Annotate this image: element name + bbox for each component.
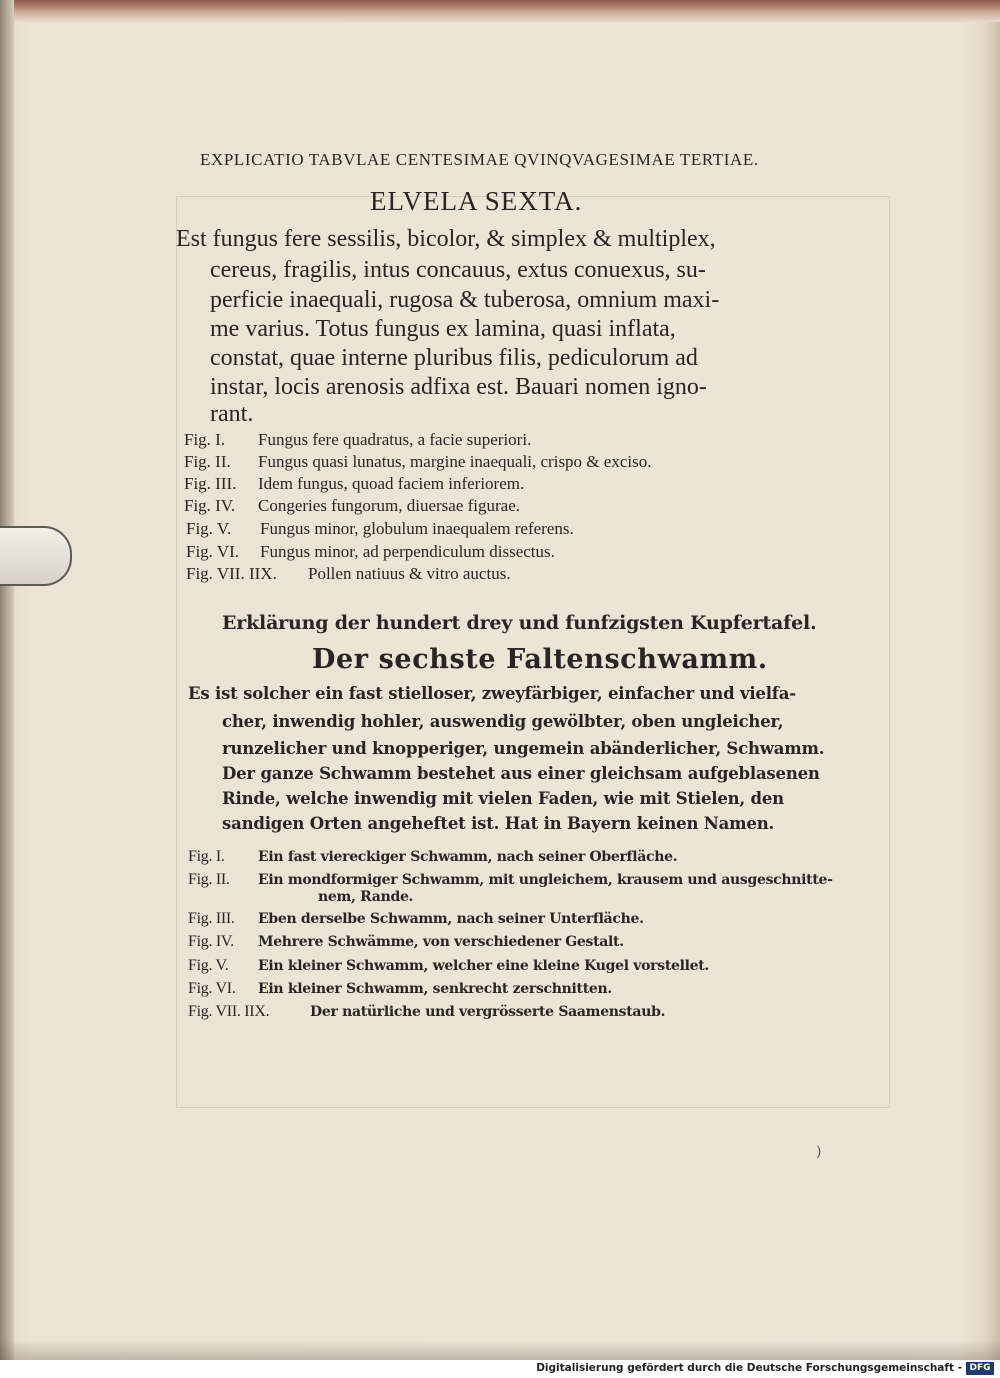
figure-label: Fig. IV.: [188, 933, 234, 950]
german-figure-caption: [188, 980, 612, 998]
latin-figure-caption: [184, 474, 524, 494]
latin-body-line: me varius. Totus fungus ex lamina, quasi inflata,: [210, 316, 676, 342]
latin-body-line: instar, locis arenosis adfixa est. Bauari nomen igno-: [210, 374, 707, 400]
german-figure-caption: [188, 957, 709, 975]
latin-figure-caption: [186, 519, 574, 539]
dfg-logo: DFG: [966, 1362, 994, 1375]
german-title: Der sechste Faltenschwamm.: [312, 644, 768, 675]
german-figure-caption: [188, 1003, 665, 1021]
latin-figure-caption: [184, 496, 520, 516]
figure-text: Pollen natiuus & vitro auctus.: [308, 564, 511, 583]
german-figure-caption: [188, 871, 833, 889]
german-figure-caption: [188, 848, 677, 866]
figure-label: Fig. VII. IIX.: [186, 564, 277, 583]
figure-text: Fungus quasi lunatus, margine inaequali, crispo & exciso.: [258, 452, 652, 471]
latin-figure-caption: [184, 430, 531, 450]
german-heading: Erklärung der hundert drey und funfzigsten Kupfertafel.: [222, 612, 817, 634]
figure-text: nem, Rande.: [318, 889, 414, 905]
latin-figure-caption: [186, 564, 511, 584]
german-body-line: Es ist solcher ein fast stielloser, zweyfärbiger, einfacher und vielfa-: [188, 684, 796, 703]
figure-text: Ein mondformiger Schwamm, mit ungleichem, krausem und ausgeschnitte-: [258, 872, 833, 888]
latin-figure-caption: [186, 542, 555, 562]
figure-text: Fungus minor, globulum inaequalem referens.: [260, 519, 574, 538]
german-figure-caption: [188, 910, 644, 928]
figure-text: Ein fast viereckiger Schwamm, nach seiner Oberfläche.: [258, 849, 678, 865]
german-figure-caption: [188, 889, 413, 905]
german-body-line: Rinde, welche inwendig mit vielen Faden, wie mit Stielen, den: [222, 789, 784, 808]
figure-label: Fig. I.: [184, 430, 226, 449]
figure-text: Fungus fere quadratus, a facie superiori.: [258, 430, 532, 449]
german-figure-caption: [188, 933, 624, 951]
binding-edge: [0, 0, 14, 1360]
page-top-edge: [0, 0, 1000, 22]
margin-mark: ): [816, 1144, 822, 1160]
figure-text: Ein kleiner Schwamm, welcher eine kleine Kugel vorstellet.: [258, 958, 709, 974]
figure-label: Fig. III.: [188, 910, 235, 927]
figure-text: Der natürliche und vergrösserte Saamenstaub.: [310, 1004, 666, 1020]
figure-label: Fig. V.: [188, 957, 229, 974]
german-body-line: runzelicher und knopperiger, ungemein abänderlicher, Schwamm.: [222, 739, 825, 758]
figure-label: Fig. VI.: [186, 542, 240, 561]
latin-body-line: perficie inaequali, rugosa & tuberosa, omnium maxi-: [210, 287, 720, 313]
figure-label: Fig. VI.: [188, 980, 236, 997]
german-body-line: Der ganze Schwamm bestehet aus einer gleichsam aufgeblasenen: [222, 764, 820, 783]
figure-text: Mehrere Schwämme, von verschiedener Gestalt.: [258, 934, 624, 950]
german-body-line: cher, inwendig hohler, auswendig gewölbter, oben ungleicher,: [222, 712, 784, 731]
figure-label: Fig. II.: [184, 452, 231, 471]
latin-body-line: rant.: [210, 401, 254, 427]
figure-text: Congeries fungorum, diuersae figurae.: [258, 496, 520, 515]
figure-label: Fig. III.: [184, 474, 237, 493]
figure-text: Eben derselbe Schwamm, nach seiner Unterfläche.: [258, 911, 644, 927]
figure-label: Fig. V.: [186, 519, 232, 538]
german-body-line: sandigen Orten angeheftet ist. Hat in Bayern keinen Namen.: [222, 814, 775, 833]
latin-body-line: constat, quae interne pluribus filis, pediculorum ad: [210, 345, 698, 371]
page-bottom-shadow: [0, 1340, 1000, 1360]
figure-label: Fig. IV.: [184, 496, 236, 515]
latin-title: ELVELA SEXTA.: [370, 186, 583, 216]
latin-body-line: cereus, fragilis, intus concauus, extus conuexus, su-: [210, 257, 706, 283]
latin-figure-caption: [184, 452, 651, 472]
funding-notice: Digitalisierung gefördert durch die Deutsche Forschungsgemeinschaft -: [536, 1362, 962, 1374]
figure-text: Idem fungus, quoad faciem inferiorem.: [258, 474, 525, 493]
bookmark-clip: [0, 526, 72, 586]
latin-body-line: Est fungus fere sessilis, bicolor, & simplex & multiplex,: [176, 226, 716, 252]
figure-text: Ein kleiner Schwamm, senkrecht zerschnitten.: [258, 981, 612, 997]
figure-text: Fungus minor, ad perpendiculum dissectus.: [260, 542, 555, 561]
figure-label: Fig. VII. IIX.: [188, 1003, 270, 1020]
running-head: EXPLICATIO TABVLAE CENTESIMAE QVINQVAGESIMAE TERTIAE.: [200, 150, 759, 169]
figure-label: Fig. II.: [188, 871, 230, 888]
figure-label: Fig. I.: [188, 848, 225, 865]
